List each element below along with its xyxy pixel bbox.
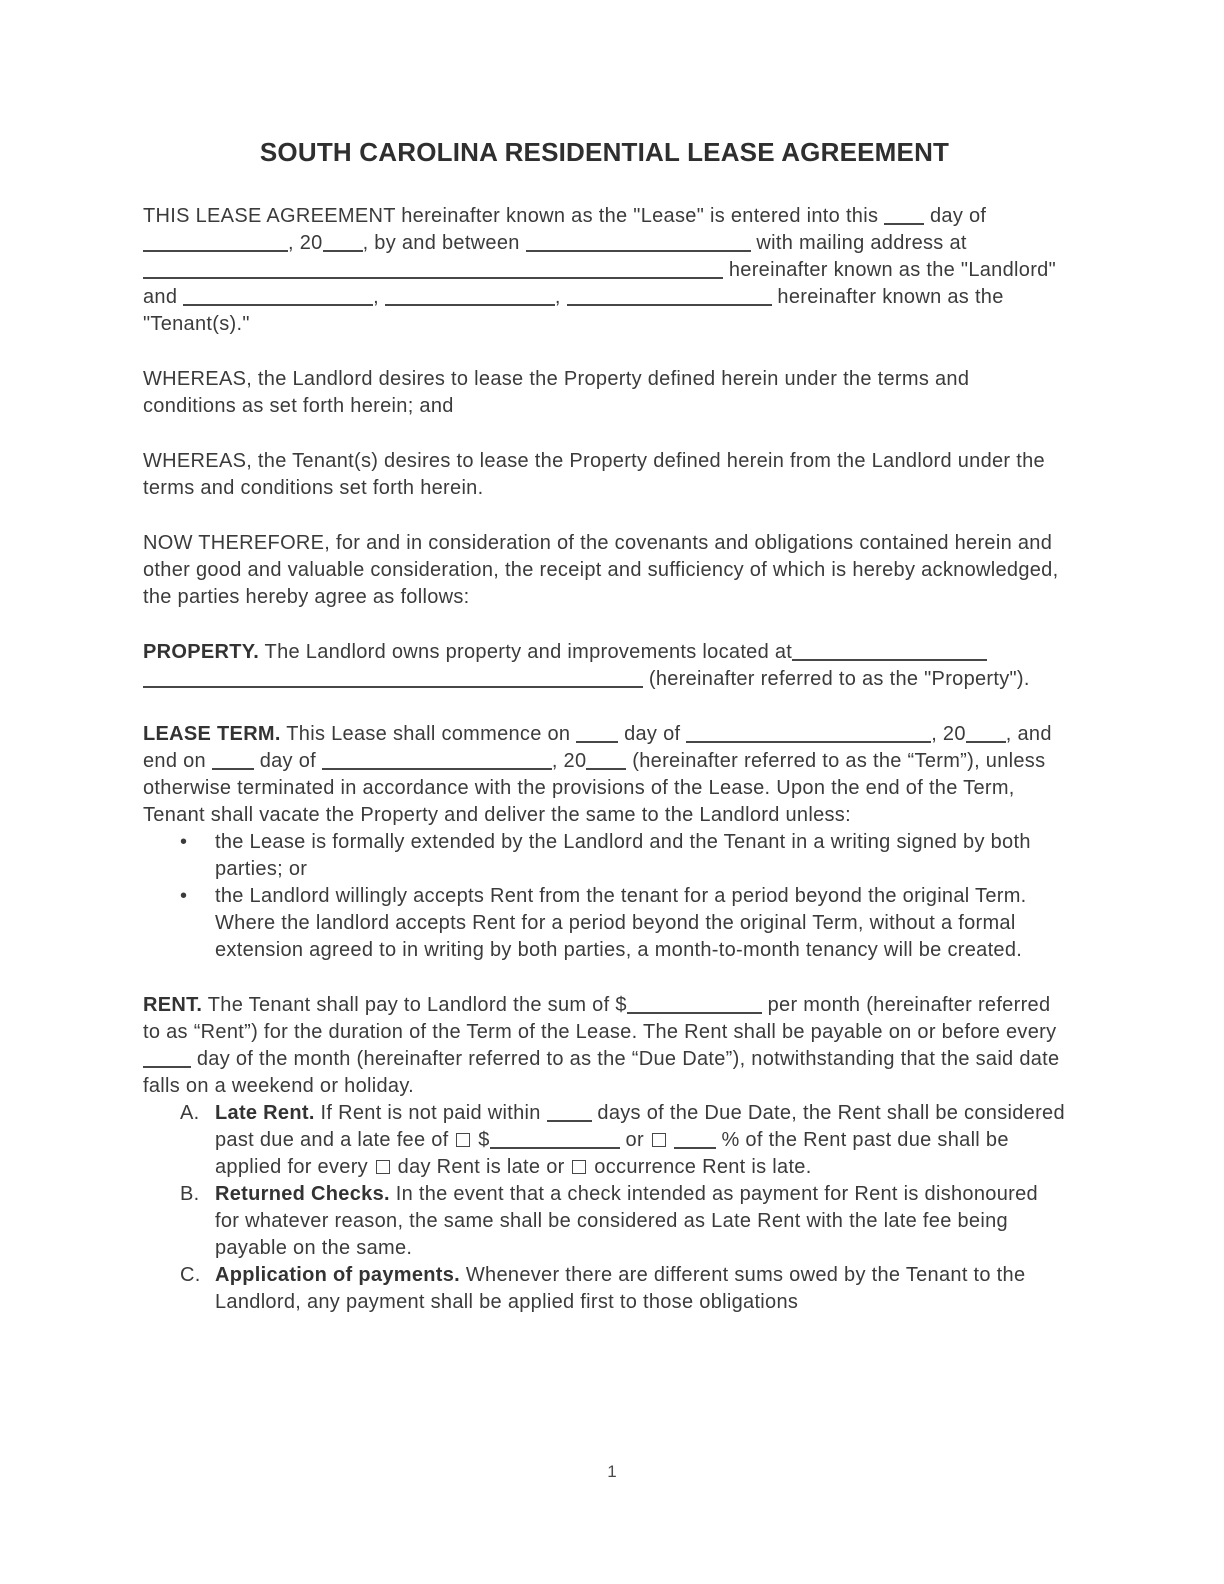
bold-text-run: Application of payments. <box>215 1264 461 1286</box>
list-item-text <box>215 829 1066 883</box>
letter-marker: A. <box>180 1102 200 1124</box>
list-item-text <box>215 1181 1066 1262</box>
list-item-text <box>215 883 1066 964</box>
now-therefore-paragraph <box>143 530 1066 611</box>
blank-commencement-day <box>576 726 618 743</box>
letter-marker: B. <box>180 1183 200 1205</box>
blank-tenant-name-2 <box>385 289 555 306</box>
document-title: SOUTH CAROLINA RESIDENTIAL LEASE AGREEMENT <box>259 137 950 167</box>
application-of-payments-item <box>143 1262 1066 1316</box>
document-body <box>143 203 1066 1316</box>
text-run: the Lease is formally extended by the Landlord and the Tenant in a writing signed by both parties; or <box>215 831 1031 880</box>
blank-property-address-line-2 <box>143 671 643 688</box>
text-run: WHEREAS, the Tenant(s) desires to lease the Property defined herein from the Landlord under the terms and conditions set forth herein. <box>143 450 1045 499</box>
lease-term-clause <box>143 721 1066 829</box>
blank-execution-year <box>323 235 363 252</box>
blank-tenant-name-1 <box>183 289 373 306</box>
text-run: hereinafter known as the "Landlord" and <box>143 259 1056 308</box>
text-run: WHEREAS, the Landlord desires to lease the Property defined herein under the terms and conditions as set forth herein; and <box>143 368 970 417</box>
blank-end-month <box>322 753 552 770</box>
text-run: hereinafter known as the "Tenant(s)." <box>143 286 1004 335</box>
text-run: occurrence Rent is late. <box>588 1156 812 1178</box>
text-run: The Landlord owns property and improvements located at <box>259 641 793 663</box>
bold-text-run: RENT. <box>143 994 203 1016</box>
late-rent-item <box>143 1100 1066 1181</box>
text-run: or <box>619 1129 650 1151</box>
text-run: , 20 <box>551 750 587 772</box>
text-run: day of <box>253 750 322 772</box>
blank-end-year <box>586 753 626 770</box>
text-run: This Lease shall commence on <box>280 723 577 745</box>
text-run: days of the Due Date, the Rent shall be considered past due and a late fee of <box>215 1102 1065 1151</box>
rent-clause <box>143 992 1066 1100</box>
text-run: , by and between <box>362 232 526 254</box>
blank-late-fee-amount <box>490 1132 620 1149</box>
text-run: (hereinafter referred to as the “Term”), unless otherwise terminated in accordance with the provisions of the Lease. Upon the end of the Term, Tenant shall vacate the Property and deliver the same to the Landlord unless: <box>143 750 1046 826</box>
text-run: Whenever there are different sums owed by the Tenant to the Landlord, any payment shall be applied first to those obligations <box>215 1264 1026 1313</box>
list-item-text <box>215 1100 1066 1181</box>
text-run: NOW THEREFORE, for and in consideration of the covenants and obligations contained herein and other good and valuable consideration, the receipt and sufficiency of which is hereby acknowledged, the parties hereby agree as follows: <box>143 532 1059 608</box>
text-run: with mailing address at <box>750 232 967 254</box>
letter-marker: C. <box>180 1264 201 1286</box>
text-run: , <box>554 286 567 308</box>
text-run: day of the month (hereinafter referred to as the “Due Date”), notwithstanding that the said date falls on a weekend or holiday. <box>143 1048 1060 1097</box>
property-clause <box>143 639 1066 693</box>
bold-text-run: PROPERTY. <box>143 641 260 663</box>
bullet-icon: • <box>180 831 188 853</box>
blank-landlord-name <box>526 235 751 252</box>
text-run: , <box>373 286 385 308</box>
text-run: the Landlord willingly accepts Rent from the tenant for a period beyond the original Term. Where the landlord accepts Rent for a period beyond the original Term, without a formal extension agreed to in writing by both parties, a month-to-month tenancy will be created. <box>215 885 1027 961</box>
blank-execution-month <box>143 235 288 252</box>
text-run: The Tenant shall pay to Landlord the sum of $ <box>202 994 627 1016</box>
text-run: (hereinafter referred to as the "Property"). <box>643 668 1030 690</box>
blank-end-day <box>212 753 254 770</box>
text-run: % of the Rent past due shall be applied for every <box>215 1129 1009 1178</box>
page-number: 1 <box>607 1462 617 1481</box>
per-day-late-checkbox-icon <box>376 1160 390 1174</box>
blank-rent-due-day <box>143 1051 191 1068</box>
bold-text-run: Returned Checks. <box>215 1183 390 1205</box>
text-run: , 20 <box>931 723 966 745</box>
lease-term-bullet-list <box>143 829 1066 964</box>
text-run: THIS LEASE AGREEMENT hereinafter known as the "Lease" is entered into this <box>143 205 885 227</box>
returned-checks-item <box>143 1181 1066 1262</box>
text-run: per month (hereinafter referred to as “Rent”) for the duration of the Term of the Lease. The Rent shall be payable on or before every <box>143 994 1057 1043</box>
rent-subclause-list <box>143 1100 1066 1316</box>
list-item-text <box>215 1262 1066 1316</box>
bold-text-run: Late Rent. <box>215 1102 315 1124</box>
blank-landlord-mailing-address <box>143 262 723 279</box>
text-run: day of <box>924 205 987 227</box>
text-run: day Rent is late or <box>391 1156 571 1178</box>
blank-tenant-name-3 <box>567 289 772 306</box>
month-to-month-bullet <box>143 883 1066 964</box>
text-run: If Rent is not paid within <box>314 1102 547 1124</box>
per-occurrence-late-checkbox-icon <box>572 1160 586 1174</box>
late-fee-percent-checkbox-icon <box>652 1133 666 1147</box>
blank-execution-day <box>884 208 924 225</box>
blank-property-address-line-1 <box>792 644 987 661</box>
bold-text-run: LEASE TERM. <box>143 723 281 745</box>
whereas-landlord-paragraph <box>143 366 1066 420</box>
text-run: In the event that a check intended as payment for Rent is dishonoured for whatever reason, the same shall be considered as Late Rent with the late fee being payable on the same. <box>215 1183 1038 1259</box>
blank-commencement-month <box>686 726 931 743</box>
text-run: $ <box>472 1129 490 1151</box>
lease-extension-bullet <box>143 829 1066 883</box>
blank-late-fee-percent <box>674 1132 716 1149</box>
blank-late-rent-days <box>547 1105 592 1122</box>
blank-rent-amount <box>627 997 762 1014</box>
intro-paragraph <box>143 203 1066 338</box>
text-run: , and end on <box>143 723 1052 772</box>
blank-commencement-year <box>966 726 1006 743</box>
late-fee-flat-amount-checkbox-icon <box>456 1133 470 1147</box>
bullet-icon: • <box>180 885 188 907</box>
text-run: day of <box>618 723 687 745</box>
whereas-tenant-paragraph <box>143 448 1066 502</box>
text-run: , 20 <box>288 232 323 254</box>
